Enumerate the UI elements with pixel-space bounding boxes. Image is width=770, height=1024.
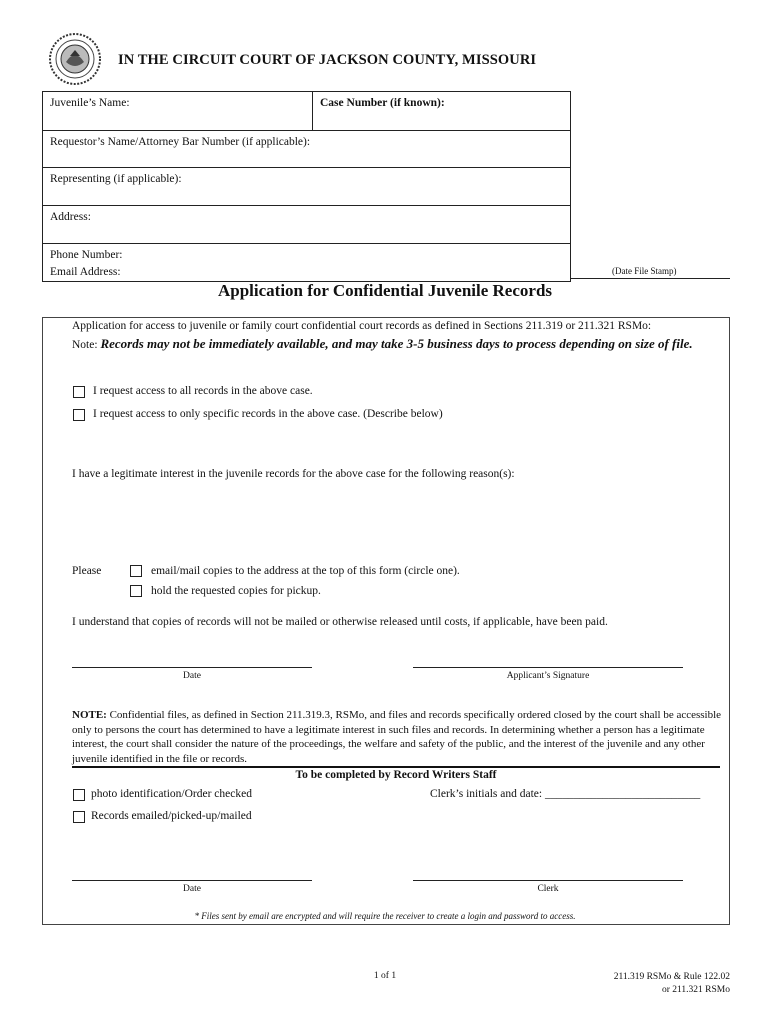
email-mail-checkbox[interactable] — [130, 565, 142, 577]
staff-divider — [72, 766, 720, 768]
representing-label: Representing (if applicable): — [50, 173, 182, 185]
all-records-checkbox[interactable] — [73, 386, 85, 398]
photo-id-label: photo identification/Order checked — [91, 788, 252, 800]
applicant-date-label: Date — [183, 671, 201, 681]
clerk-signature-line[interactable] — [413, 880, 683, 881]
confidential-note — [72, 708, 722, 766]
statute-line-2: or 211.321 RSMo — [661, 985, 730, 995]
application-intro: Application for access to juvenile or family court confidential court records as defined in Sections 211.319 or 211.321 RSMo: — [72, 320, 652, 332]
address-label: Address: — [50, 211, 91, 223]
applicant-signature-label: Applicant’s Signature — [506, 671, 590, 681]
staff-date-label: Date — [183, 884, 201, 894]
date-stamp-line — [571, 278, 730, 279]
case-number-field[interactable] — [313, 92, 571, 131]
pickup-label: hold the requested copies for pickup. — [151, 585, 321, 597]
phone-email-field[interactable] — [43, 244, 571, 282]
confidential-note-bold: NOTE: — [72, 709, 107, 721]
applicant-signature-line[interactable] — [413, 667, 683, 668]
representing-field[interactable] — [43, 168, 571, 206]
records-emailed-label: Records emailed/picked-up/mailed — [91, 810, 252, 822]
note-bold-text: Records may not be immediately available, and may take 3-5 business days to process depending on size of file. — [100, 336, 693, 351]
please-label: Please — [72, 565, 102, 577]
photo-id-checkbox[interactable] — [73, 789, 85, 801]
all-records-label: I request access to all records in the above case. — [93, 385, 313, 397]
costs-statement: I understand that copies of records will not be mailed or otherwise released until costs, if applicable, have been paid. — [72, 616, 608, 628]
court-seal-icon — [48, 32, 102, 86]
statute-reference — [560, 971, 730, 997]
staff-heading: To be completed by Record Writers Staff — [295, 769, 497, 781]
requestor-field[interactable] — [43, 131, 571, 168]
email-label: Email Address: — [50, 266, 121, 278]
pickup-checkbox[interactable] — [130, 585, 142, 597]
applicant-date-line[interactable] — [72, 667, 312, 668]
statute-line-1: 211.319 RSMo & Rule 122.02 — [613, 972, 730, 982]
date-stamp-label: (Date File Stamp) — [612, 266, 677, 276]
case-info-table — [42, 91, 571, 282]
confidential-note-text: Confidential files, as defined in Section 211.319.3, RSMo, and files and records specifically ordered closed by the court shall be accessible only to persons the court has determined to have a legitimate interest in such files and records. In determining whether a person has a legitimate interest, the court shall consider the nature of the proceedings, the welfare and safety of the public, and the interest of the juvenile and any other juvenile identified in the file or records. — [72, 709, 722, 765]
court-title: IN THE CIRCUIT COURT OF JACKSON COUNTY, MISSOURI — [118, 52, 537, 68]
staff-date-line[interactable] — [72, 880, 312, 881]
specific-records-label: I request access to only specific records in the above case. (Describe below) — [93, 408, 443, 420]
juvenile-name-field[interactable] — [43, 92, 313, 131]
email-mail-label: email/mail copies to the address at the top of this form (circle one). — [151, 565, 460, 577]
encryption-note: * Files sent by email are encrypted and will require the receiver to create a login and password to access. — [194, 911, 576, 921]
address-field[interactable] — [43, 206, 571, 244]
availability-note — [72, 336, 722, 353]
form-title: Application for Confidential Juvenile Records — [217, 281, 553, 300]
juvenile-name-label: Juvenile’s Name: — [50, 97, 130, 109]
page-number: 1 of 1 — [373, 971, 397, 981]
interest-statement: I have a legitimate interest in the juvenile records for the above case for the following reason(s): — [72, 468, 515, 480]
clerk-initials-field[interactable]: Clerk’s initials and date: ___________________________ — [430, 788, 701, 800]
note-prefix: Note: — [72, 339, 98, 351]
requestor-label: Requestor’s Name/Attorney Bar Number (if applicable): — [50, 136, 311, 148]
records-emailed-checkbox[interactable] — [73, 811, 85, 823]
clerk-signature-label: Clerk — [537, 884, 559, 894]
phone-label: Phone Number: — [50, 249, 123, 261]
case-number-label: Case Number (if known): — [320, 97, 445, 109]
specific-records-checkbox[interactable] — [73, 409, 85, 421]
